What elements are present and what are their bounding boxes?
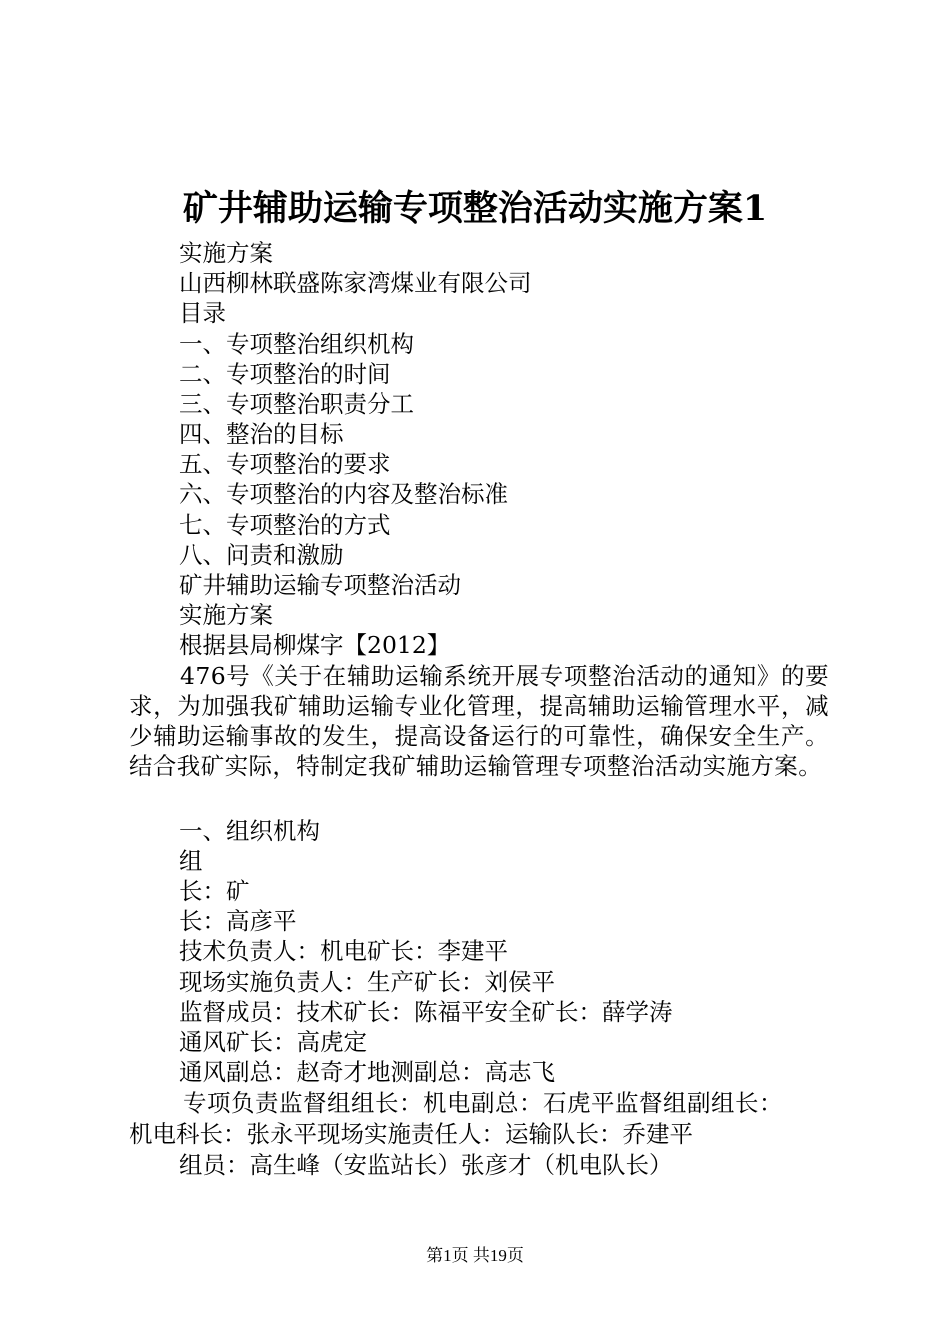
- text-line: 矿井辅助运输专项整治活动: [179, 571, 461, 599]
- toc-item: 八、问责和激励: [179, 541, 344, 569]
- document-title: 矿井辅助运输专项整治活动实施方案1: [182, 188, 768, 229]
- text-line: 通风副总：赵奇才地测副总：高志飞: [179, 1058, 555, 1086]
- text-line: 技术负责人：机电矿长：李建平: [179, 937, 508, 965]
- text-line: 根据县局柳煤字【2012】: [179, 631, 451, 659]
- section-heading: 一、组织机构: [179, 817, 320, 845]
- toc-item: 四、整治的目标: [179, 420, 344, 448]
- text-line: 专项负责监督组组长：机电副总：石虎平监督组副组长：: [183, 1089, 783, 1117]
- text-line: 实施方案: [179, 601, 273, 629]
- toc-item: 一、专项整治组织机构: [179, 330, 414, 358]
- toc-item: 五、专项整治的要求: [179, 450, 391, 478]
- text-line: 组: [179, 847, 203, 875]
- text-line: 山西柳林联盛陈家湾煤业有限公司: [179, 269, 532, 297]
- toc-item: 二、专项整治的时间: [179, 360, 391, 388]
- page-number: 第1页 共19页: [426, 1246, 524, 1265]
- text-line: 现场实施负责人：生产矿长：刘侯平: [179, 968, 555, 996]
- text-line: 长：高彦平: [179, 907, 297, 935]
- text-line: 目录: [179, 299, 226, 327]
- text-line: 通风矿长：高虎定: [179, 1028, 367, 1056]
- toc-item: 三、专项整治职责分工: [179, 390, 414, 418]
- body-paragraph: 476号《关于在辅助运输系统开展专项整治活动的通知》的要求，为加强我矿辅助运输专业化管理，提高辅助运输管理水平，减少辅助运输事故的发生，提高设备运行的可靠性，确保安全生产。结合我矿实际，特制定我矿辅助运输管理专项整治活动实施方案。: [129, 662, 829, 781]
- text-line: 长：矿: [179, 877, 250, 905]
- text-line: 组员：高生峰（安监站长）张彦才（机电队长）: [179, 1151, 673, 1179]
- toc-item: 六、专项整治的内容及整治标准: [179, 480, 508, 508]
- text-line: 实施方案: [179, 239, 273, 267]
- text-line: 监督成员：技术矿长：陈福平安全矿长：薛学涛: [179, 998, 673, 1026]
- toc-item: 七、专项整治的方式: [179, 511, 391, 539]
- text-line: 机电科长：张永平现场实施责任人：运输队长：乔建平: [129, 1120, 693, 1148]
